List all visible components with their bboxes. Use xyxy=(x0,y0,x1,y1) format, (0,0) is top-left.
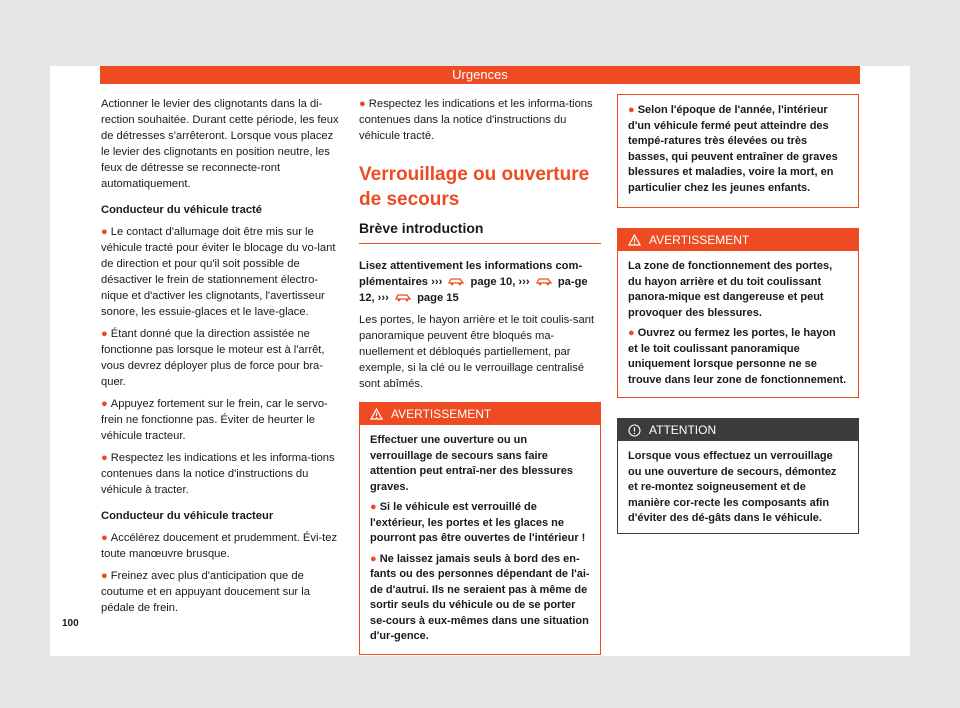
warning-box xyxy=(359,402,601,655)
page-ref-link[interactable]: page 15 xyxy=(417,292,459,304)
body-paragraph: Les portes, le hayon arrière et le toit coulis-sant panoramique peuvent être bloqués ma-nuellement et débloqués partiellement, par exemple, si la clé ou le verrouillage centralisé sont abîmés. xyxy=(359,314,595,390)
list-item: ● Ne laissez jamais seuls à bord des en-fants ou des personnes dépendant de l'ai-de d'autrui. Ils ne seraient pas à même de sortir seuls du véhicule ou de se porter se-cours à eux-mêmes dans une situation d'ur-gence. xyxy=(370,552,590,642)
chapter-header: Urgences xyxy=(100,66,860,84)
page-number: 100 xyxy=(62,618,79,629)
bullet-icon: ● xyxy=(101,328,108,340)
bullet-icon: ● xyxy=(101,226,108,238)
towed-driver-heading: Conducteur du véhicule tracté xyxy=(101,204,263,216)
list-item: ● Le contact d'allumage doit être mis sur le véhicule tracté pour éviter le blocage du vo-lant de direction et pour qu'il soit possible de désactiver le frein de stationnement électro-nique et d'activer les clignotants, l'avertisseur sonore, les essuie-glaces et le lave-glace. xyxy=(101,226,336,318)
car-page-ref-icon[interactable] xyxy=(448,275,464,286)
car-page-ref-icon[interactable] xyxy=(395,291,411,302)
list-item: ● Freinez avec plus d'anticipation que de coutume et en appuyant doucement sur la pédale de frein. xyxy=(101,570,310,614)
attention-box xyxy=(617,418,859,534)
warning-box xyxy=(617,228,859,398)
list-item: ● Appuyez fortement sur le frein, car le servo-frein ne fonctionne pas. Éviter de heurter le véhicule tracteur. xyxy=(101,398,328,442)
warning-body: La zone de fonctionnement des portes, du hayon arrière et du toit coulissant panora-mique est dangereuse et peut provoquer des blessures. ● Ouvrez ou fermez les portes, le hayon et le toit coulissant panoramique uniquement lorsque personne ne se trouve dans leur zone de fonctionnement. xyxy=(618,251,858,397)
list-item: ● Si le véhicule est verrouillé de l'extérieur, les portes et les glaces ne pourront pas être ouvertes de l'intérieur ! xyxy=(370,501,586,544)
attention-body: Lorsque vous effectuez un verrouillage ou une ouverture de secours, démontez et re-montez soigneusement et de manière cor-recte les composants afin d'éviter des dé-gâts dans le véhicule. xyxy=(628,450,837,524)
tractor-driver-heading: Conducteur du véhicule tracteur xyxy=(101,510,274,522)
bullet-icon: ● xyxy=(628,327,635,339)
section-title: Verrouillage ou ouverture de secours xyxy=(359,164,590,210)
bullet-icon: ● xyxy=(628,104,635,116)
subsection-title: Brève introduction xyxy=(359,220,601,244)
page-ref-link[interactable]: pa-ge 12, ››› xyxy=(359,276,588,304)
bullet-icon: ● xyxy=(370,501,377,513)
attention-header: ATTENTION xyxy=(618,419,858,441)
warning-triangle-icon xyxy=(370,408,383,420)
car-page-ref-icon[interactable] xyxy=(536,275,552,286)
bullet-icon: ● xyxy=(370,552,377,565)
list-item: ● Étant donné que la direction assistée ne fonctionne pas lorsque le moteur est à l'arrêt, vous devrez déployer plus de force pour bra-quer. xyxy=(101,328,325,388)
bullet-icon: ● xyxy=(101,532,108,544)
warning-triangle-icon xyxy=(628,234,641,246)
info-circle-icon xyxy=(628,424,641,437)
bullet-icon: ● xyxy=(359,98,366,110)
column-2 xyxy=(359,96,601,655)
intro-paragraph: Actionner le levier des clignotants dans la di-rection souhaitée. Durant cette période, les feux de détresses s'arrêteront. Lorsque vous placez le levier des clignotants en position neutre, les feux de détresse se reconnecte-ront automatiquement. xyxy=(101,98,339,190)
warning-header: AVERTISSEMENT xyxy=(618,229,858,251)
list-item: ● Respectez les indications et les informa-tions contenues dans la notice d'instructions du véhicule tracté. xyxy=(359,98,593,142)
bullet-icon: ● xyxy=(101,570,108,582)
column-3 xyxy=(617,96,859,534)
list-item: ● Accélérez doucement et prudemment. Évi-tez toute manœuvre brusque. xyxy=(101,532,338,560)
bullet-icon: ● xyxy=(101,398,108,410)
page-ref-link[interactable]: page 10, ››› xyxy=(470,276,530,288)
read-more-references: Lisez attentivement les informations com-plémentaires ››› page 10, ››› pa-ge 12, ››› page 15 xyxy=(359,260,588,304)
list-item: ● Respectez les indications et les informa-tions contenues dans la notice d'instructions du véhicule à tracter. xyxy=(101,452,335,496)
column-1 xyxy=(101,96,343,622)
warning-header: AVERTISSEMENT xyxy=(360,403,600,425)
bullet-icon: ● xyxy=(101,452,108,464)
warning-continuation xyxy=(617,94,859,208)
list-item: ● Selon l'époque de l'année, l'intérieur d'un véhicule fermé peut atteindre des tempé-ratures très élevées ou très basses, qui peuvent entraîner de graves blessures et maladies, voire la mort, en particulier chez les jeunes enfants. xyxy=(628,104,838,194)
warning-body: Effectuer une ouverture ou un verrouillage de secours sans faire attention peut entraî-ner des blessures graves. ● Si le véhicule est verrouillé de l'extérieur, les portes et les glaces ne pourront pas être ouvertes de l'intérieur ! ● Ne laissez jamais seuls à bord des en-fants ou des personnes dépendant de l'ai-de d'autrui. Ils ne seraient pas à même de sortir seuls du véhicule ou de se porter se-cours à eux-mêmes dans une situation d'ur-gence. xyxy=(360,425,600,654)
list-item: ● Ouvrez ou fermez les portes, le hayon et le toit coulissant panoramique uniquement lorsque personne ne se trouve dans leur zone de fonctionnement. xyxy=(628,327,847,386)
